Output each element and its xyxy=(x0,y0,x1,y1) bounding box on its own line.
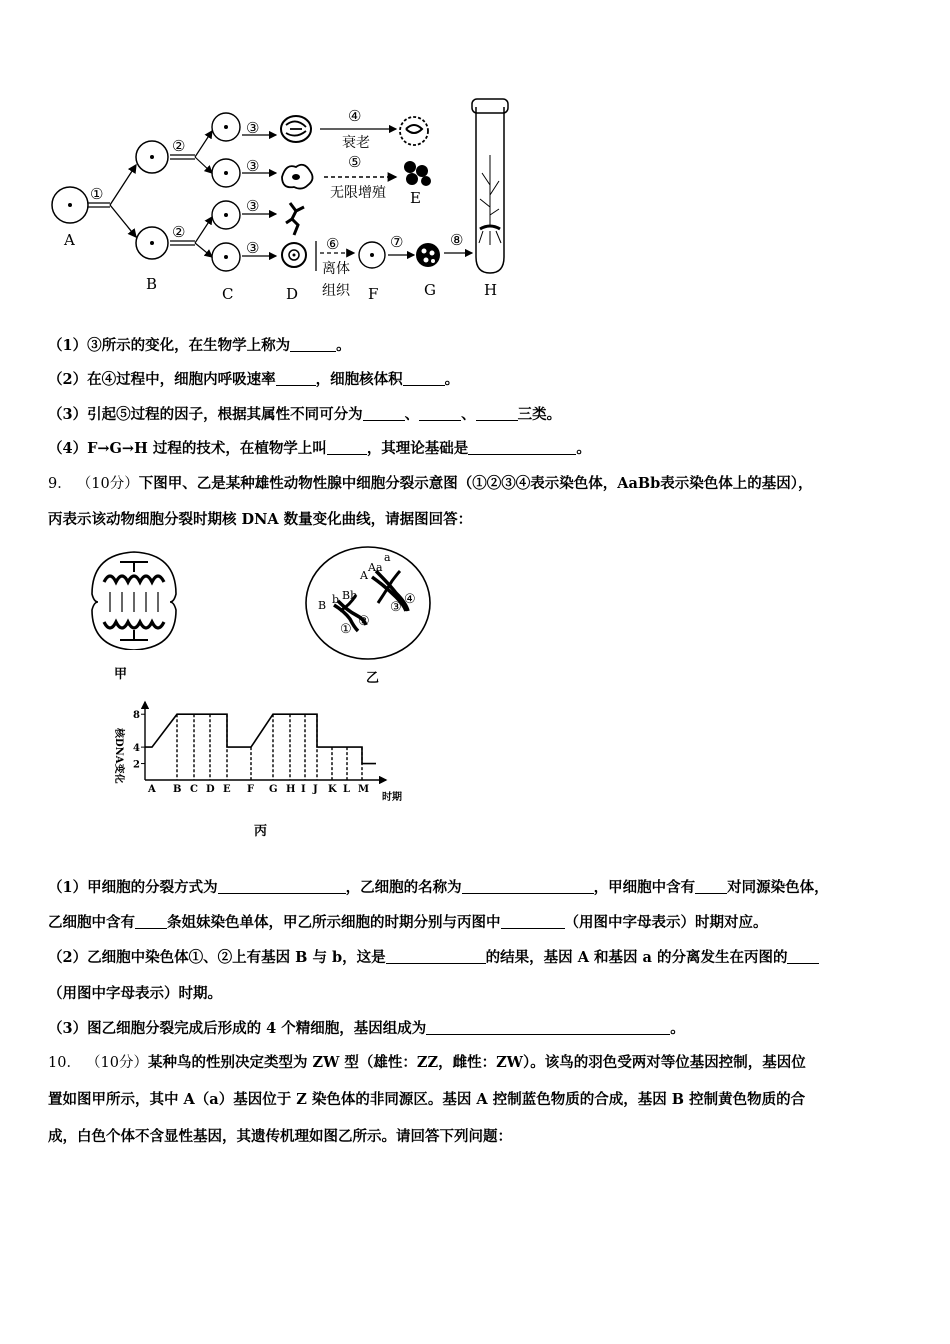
q8-item-3-end: 三类。 xyxy=(517,406,562,423)
q10-text-1: 某种鸟的性别决定类型为 ZW 型（雄性：ZZ，雌性：ZW）。该鸟的羽色受两对等位基因控制，基因位 xyxy=(147,1054,806,1071)
q8-item-2 xyxy=(48,370,918,390)
answer-blank[interactable] xyxy=(476,406,518,421)
test-tube-plant-icon xyxy=(472,99,508,273)
chart-xtick-label-M: M xyxy=(358,784,370,795)
step-3b-label: ③ xyxy=(246,157,260,175)
q8-item-1 xyxy=(48,336,918,356)
label-f: F xyxy=(368,285,379,303)
step-1-label: ① xyxy=(90,185,104,203)
chart-xtick-label-D: D xyxy=(206,784,215,795)
chart-ytick-label-2: 2 xyxy=(133,759,140,771)
isolated-note-line1: 离体 xyxy=(322,261,350,277)
step-7-label: ⑦ xyxy=(390,233,404,251)
aging-note: 衰老 xyxy=(342,135,370,151)
q9-item-1-line2-mid: 条姐妹染色单体，甲乙所示细胞的时期分别与丙图中 xyxy=(167,914,501,931)
answer-blank[interactable] xyxy=(363,406,405,421)
q9-item-2-line1 xyxy=(48,948,918,968)
gene-label-b: b xyxy=(332,593,340,606)
cell-a-icon xyxy=(52,187,88,223)
cancer-cells-icon xyxy=(404,161,431,186)
gene-label-a: a xyxy=(384,551,391,564)
step-2-upper-label: ② xyxy=(172,137,186,155)
q10-line1 xyxy=(48,1053,918,1073)
q9-item-1-mid1: ，乙细胞的名称为 xyxy=(345,879,462,896)
chart-xtick-label-J: J xyxy=(313,784,318,795)
answer-blank[interactable] xyxy=(468,440,576,455)
q9-item-1-line2-end: （用图中字母表示）时期对应。 xyxy=(564,914,768,931)
aged-cell-icon xyxy=(400,117,428,145)
q9-stem-line1 xyxy=(48,474,918,494)
label-b: B xyxy=(146,275,158,293)
q9-item-1-mid2: ，甲细胞中含有 xyxy=(593,879,696,896)
step-2-lower-label: ② xyxy=(172,223,186,241)
q8-item-3-sep: 、 xyxy=(461,406,476,423)
q8-item-1-end: 。 xyxy=(336,337,351,354)
chart-xtick-label-H: H xyxy=(286,784,296,795)
answer-blank[interactable] xyxy=(462,879,594,894)
cell-c4-icon xyxy=(212,243,240,271)
label-a: A xyxy=(64,231,75,249)
chart-xtick-label-I: I xyxy=(301,784,306,795)
label-e: E xyxy=(410,189,421,207)
q8-item-3-sep: 、 xyxy=(404,406,420,423)
answer-blank[interactable] xyxy=(386,949,486,964)
figure-bing-caption: 丙 xyxy=(254,824,268,839)
answer-blank[interactable] xyxy=(419,406,461,421)
cell-development-figure xyxy=(40,95,520,310)
chromosome-label-1: ① xyxy=(340,622,352,637)
gene-label-Aa: Aa xyxy=(368,561,383,574)
q9-item-1-end: 对同源染色体， xyxy=(727,879,829,896)
chromosome-label-4: ④ xyxy=(404,592,416,607)
q8-item-2-text: （2）在④过程中，细胞内呼吸速率 xyxy=(48,371,276,388)
q9-item-3-text: （3）图乙细胞分裂完成后形成的 4 个精细胞，基因组成为 xyxy=(48,1020,427,1037)
anaphase-cell-icon xyxy=(92,552,176,650)
chart-ylabel: 核DNA变化 xyxy=(113,728,124,784)
cell-b-lower-icon xyxy=(136,227,168,259)
gene-label-A: A xyxy=(360,569,368,582)
chart-xtick-label-K: K xyxy=(328,784,337,795)
chromosome-label-2: ② xyxy=(358,614,370,629)
differentiated-cell-icon xyxy=(281,116,311,142)
chart-series-line xyxy=(145,714,376,763)
question-number: 10． xyxy=(48,1055,81,1071)
question-points: （10分） xyxy=(76,476,139,492)
chart-ytick-label-4: 4 xyxy=(133,743,140,755)
label-c: C xyxy=(222,285,234,303)
cell-c3-icon xyxy=(212,201,240,229)
answer-blank[interactable] xyxy=(787,949,819,964)
q8-item-3 xyxy=(48,405,918,425)
step-3a-label: ③ xyxy=(246,119,260,137)
answer-blank[interactable] xyxy=(135,914,167,929)
proliferation-note: 无限增殖 xyxy=(330,185,386,201)
q9-stem-text: 下图甲、乙是某种雄性动物性腺中细胞分裂示意图（①②③④表示染色体，AaBb表示染色体上的基因）， xyxy=(138,475,813,492)
q9-item-2-line2 xyxy=(48,984,918,1004)
figure-yi-caption: 乙 xyxy=(366,671,380,686)
q8-item-1-text: （1）③所示的变化，在生物学上称为 xyxy=(48,337,291,354)
q10-line2 xyxy=(48,1090,918,1110)
chart-xlabel: 时期 xyxy=(382,792,402,803)
q8-item-4-mid: ，其理论基础是 xyxy=(366,440,469,457)
figure-jia-caption: 甲 xyxy=(114,667,128,682)
answer-blank[interactable] xyxy=(327,440,367,455)
q9-item-1-line1 xyxy=(48,878,918,898)
q9-stem-text-2: 丙表示该动物细胞分裂时期核 DNA 数量变化曲线，请据图回答： xyxy=(48,511,473,528)
step-4-label: ④ xyxy=(348,107,362,125)
q8-item-3-text: （3）引起⑤过程的因子，根据其属性不同可分为 xyxy=(48,406,363,423)
cell-c1-icon xyxy=(212,113,240,141)
chart-xtick-label-A: A xyxy=(148,784,156,795)
step-6-label: ⑥ xyxy=(326,235,340,253)
question-points: （10分） xyxy=(86,1055,148,1071)
cell-d-icon xyxy=(282,243,306,267)
q9-item-2-mid: 的结果，基因 A 和基因 a 的分离发生在丙图的 xyxy=(485,949,788,966)
figure-jia xyxy=(84,548,184,650)
q8-item-4-text: （4）F→G→H 过程的技术，在植物学上叫 xyxy=(48,440,327,457)
q9-item-1-line2-text: 乙细胞中含有 xyxy=(48,914,135,931)
label-h: H xyxy=(484,281,498,299)
answer-blank[interactable] xyxy=(290,337,336,352)
cell-f-icon xyxy=(359,242,385,268)
q8-item-2-end: 。 xyxy=(444,371,460,388)
cell-c2-icon xyxy=(212,159,240,187)
chart-xtick-label-E: E xyxy=(223,784,231,795)
q8-item-4 xyxy=(48,439,918,459)
q9-item-2-line2-text: （用图中字母表示）时期。 xyxy=(48,985,222,1002)
answer-blank[interactable] xyxy=(218,879,346,894)
q10-text-2: 置如图甲所示，其中 A（a）基因位于 Z 染色体的非同源区。基因 A 控制蓝色物质的合成，基因 B 控制黄色物质的合 xyxy=(48,1091,806,1108)
q10-line3 xyxy=(48,1127,918,1147)
answer-blank[interactable] xyxy=(276,371,316,386)
label-g: G xyxy=(424,281,436,299)
step-3d-label: ③ xyxy=(246,239,260,257)
q10-text-3: 成，白色个体不含显性基因，其遗传机理如图乙所示。请回答下列问题： xyxy=(48,1128,512,1145)
q8-item-2-mid: ，细胞核体积 xyxy=(315,371,403,388)
step-3c-label: ③ xyxy=(246,197,260,215)
step-5-label: ⑤ xyxy=(348,153,362,171)
label-d: D xyxy=(286,285,299,303)
q8-item-4-end: 。 xyxy=(576,440,591,457)
answer-blank[interactable] xyxy=(501,914,565,929)
irregular-cell-icon xyxy=(282,165,313,189)
q9-item-2-text: （2）乙细胞中染色体①、②上有基因 B 与 b，这是 xyxy=(48,949,386,966)
chart-xtick-label-G: G xyxy=(269,784,278,795)
chart-xtick-label-L: L xyxy=(343,784,351,795)
q9-item-1-line2 xyxy=(48,913,918,933)
chart-xtick-label-F: F xyxy=(247,784,255,795)
answer-blank[interactable] xyxy=(426,1020,670,1035)
answer-blank[interactable] xyxy=(695,879,727,894)
figure-bing-chart xyxy=(100,698,420,808)
chromosome-label-3: ③ xyxy=(390,600,402,615)
q9-stem-line2 xyxy=(48,510,918,530)
gene-label-Bb: Bb xyxy=(342,589,358,602)
chart-xtick-label-B: B xyxy=(173,784,182,795)
figure-yi xyxy=(302,545,434,663)
cell-b-upper-icon xyxy=(136,141,168,173)
step-8-label: ⑧ xyxy=(450,231,464,249)
q9-item-3-end: 。 xyxy=(670,1020,685,1037)
isolated-note-line2: 组织 xyxy=(322,283,350,299)
q9-item-1-text: （1）甲细胞的分裂方式为 xyxy=(48,879,218,896)
chart-ytick-label-8: 8 xyxy=(133,710,140,722)
callus-g-icon xyxy=(416,243,440,267)
gene-label-B: B xyxy=(318,599,327,612)
question-number: 9． xyxy=(48,476,72,492)
q9-item-3 xyxy=(48,1019,918,1039)
neuron-cell-icon xyxy=(286,203,304,235)
chart-xtick-label-C: C xyxy=(190,784,198,795)
answer-blank[interactable] xyxy=(403,371,445,386)
